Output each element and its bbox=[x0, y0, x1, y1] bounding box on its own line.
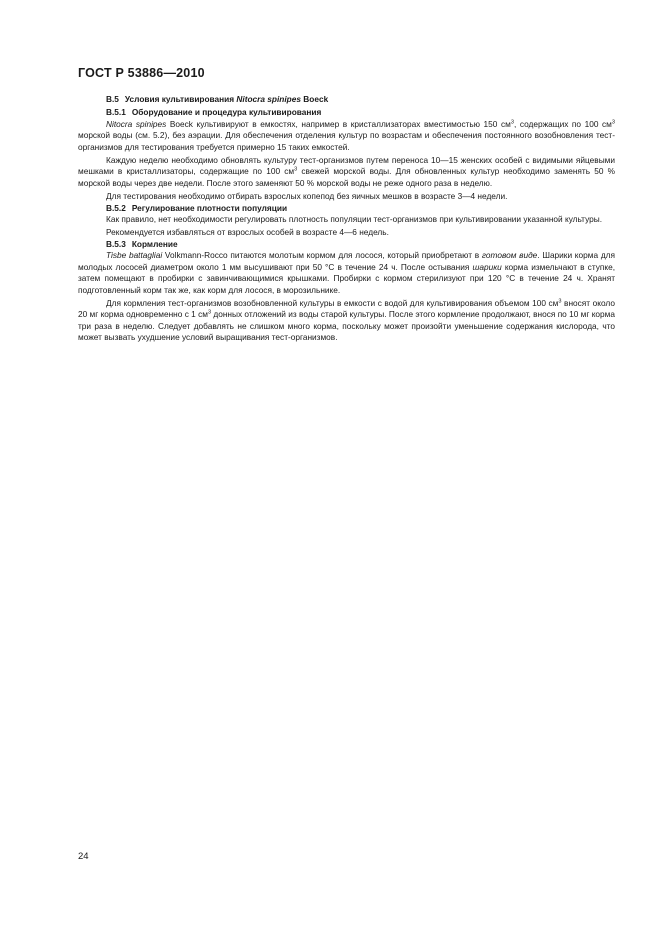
paragraph: Tisbe battagliai Volkmann-Rocco питаются молотым кормом для лосося, который приобретают в готовом виде. Шарики корма для молодых лососей диаметром около 1 мм высушивают при 50 °С в течение 24 ч. После остывания шарики корма измельчают в ступке, затем помещают в пробирки с завинчивающимися крышками. Пробирки с кормом стерилизуют при 120 °С в течение 24 ч. Хранят подготовленный корм так же, как корм для лосося, в морозильнике. bbox=[78, 250, 615, 295]
section-number: B.5.2 bbox=[106, 202, 126, 213]
section-heading-b53 bbox=[78, 239, 615, 250]
paragraph: Как правило, нет необходимости регулировать плотность популяции тест-организмов при культивировании указанной культуры. bbox=[106, 214, 603, 225]
paragraph: Для тестирования необходимо отбирать взрослых копепод без яичных мешков в возрасте 3—4 недели. bbox=[106, 191, 508, 202]
section-heading-b52 bbox=[78, 203, 615, 214]
species-name: Tisbe battagliai bbox=[106, 250, 163, 261]
paragraph: Nitocra spinipes Boeck культивируют в емкостях, например в кристаллизаторах вместимостью 150 $см^3$, содержащих по 100 $см^3$ морской воды (см. 5.2), без аэрации. Для обеспечения отделения культур по возрастам и обеспечения постоянного возобновления тест-организмов для тестирования требуется примерно 15 таких емкостей. bbox=[78, 118, 615, 152]
section-title: Регулирование плотности популяции bbox=[131, 202, 288, 213]
section-heading-b51 bbox=[78, 107, 615, 118]
species-name: Nitocra spinipes bbox=[106, 118, 167, 129]
document-body bbox=[78, 94, 615, 344]
section-title: Кормление bbox=[131, 238, 178, 249]
paragraph: Каждую неделю необходимо обновлять культуру тест-организмов путем переноса 10—15 женских особей с видимыми яйцевыми мешками в кристаллизаторы, содержащие по 100 $см^3$ свежей морской воды. Для обновленных культур необходимо заменять 50 % морской воды через две недели. После этого заменяют 50 % морской воды не реже одного раза в неделю. bbox=[78, 155, 615, 188]
section-number: B.5 bbox=[106, 94, 119, 104]
paragraph: Для кормления тест-организмов возобновленной культуры в емкости с водой для культивирования объемом 100 $см^3$ вносят около 20 мг корма одновременно с 1 $см^3$ донных отложений из воды старой культуры. После этого кормление продолжают, внося по 10 мг корма три раза в неделю. Следует добавлять не слишком много корма, поскольку может произойти уменьшение содержания кислорода, что может вызвать ухудшение условий выращивания тест-организмов. bbox=[78, 297, 615, 343]
section-number: B.5.3 bbox=[106, 238, 126, 249]
section-title: Оборудование и процедура культивирования bbox=[131, 107, 322, 118]
section-number: B.5.1 bbox=[106, 107, 126, 118]
page-number: 24 bbox=[78, 851, 89, 862]
species-name: Nitocra spinipes bbox=[236, 94, 301, 104]
section-heading-b5: B.5 Условия культивирования Nitocra spinipes Boeck bbox=[106, 94, 329, 104]
paragraph: Рекомендуется избавляться от взрослых особей в возрасте 4—6 недель. bbox=[106, 227, 389, 238]
standard-id: ГОСТ Р 53886—2010 bbox=[78, 66, 205, 80]
